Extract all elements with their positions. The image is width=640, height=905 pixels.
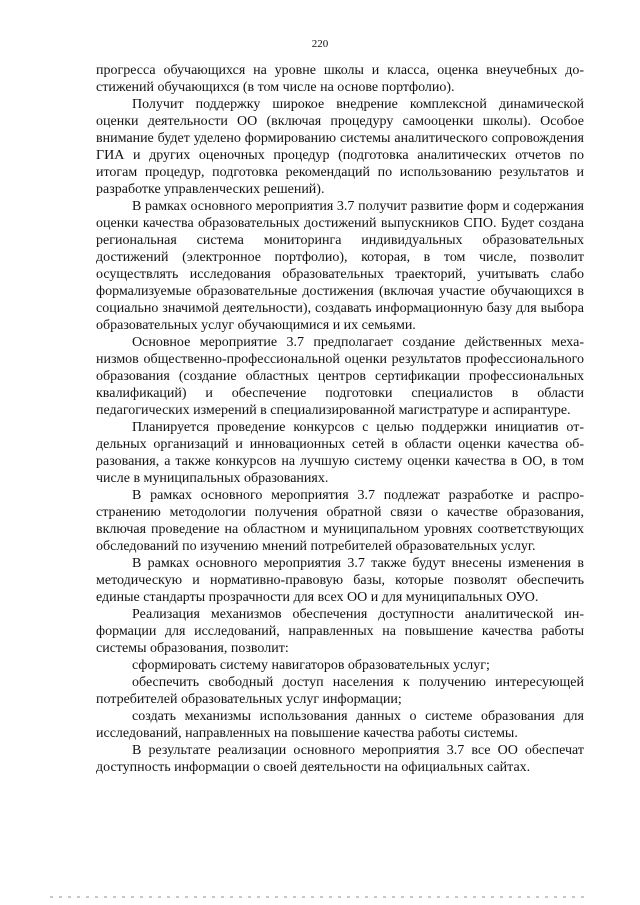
paragraph-analytics-access: Реализация механизмов обеспечения доступности аналитической информации для исследований, направленных на повышение качества работы системы образования, позволит: — [96, 607, 584, 656]
scan-artifact-line — [50, 896, 590, 898]
list-item-free-access: обеспечить свободный доступ населения к получению интересующей потребителей образовательных услуг информации; — [96, 675, 584, 707]
page-body — [96, 62, 584, 776]
paragraph-contests: Планируется проведение конкурсов с целью поддержки инициатив отдельных организаций и инновационных сетей в области оценки качества образования, а также конкурсов на лучшую систему оценки качества в ОО, в том числе в муниципальных образованиях. — [96, 420, 584, 486]
paragraph-feedback-methodology: В рамках основного мероприятия 3.7 подлежат разработке и распространению методологии получения обратной связи о качестве образования, включая проведение на областном и муниципальном уровнях соответствующих обследований по изучению мнений потребителей образовательных услуг. — [96, 488, 584, 554]
paragraph-continuation: прогресса обучающихся на уровне школы и класса, оценка внеучебных достижений обучающихся (в том числе на основе портфолио). — [96, 63, 584, 95]
list-item-data-mechanisms: создать механизмы использования данных о системе образования для исследований, направленных на повышение качества работы системы. — [96, 709, 584, 741]
page-number: 220 — [311, 38, 329, 50]
paragraph-dynamic-assessment: Получит поддержку широкое внедрение комплексной динамической оценки деятельности ОО (включая процедуру самооценки школы). Особое внимание будет уделено формированию системы аналитического сопровождения ГИА и других оценочных процедур (подготовка аналитических отчетов по итогам процедур, подготовка рекомендаций по использованию результатов и разработке управленческих решений). — [96, 97, 584, 197]
paragraph-result: В результате реализации основного мероприятия 3.7 все ОО обеспечат доступность информации о своей деятельности на официальных сайтах. — [96, 743, 584, 775]
list-item-navigators: сформировать систему навигаторов образовательных услуг; — [132, 658, 490, 673]
paragraph-transparency-standards: В рамках основного мероприятия 3.7 также будут внесены изменения в методическую и нормативно-правовую базы, которые позволят обеспечить единые стандарты прозрачности для всех ОО и для муниципальных ОУО. — [96, 556, 584, 605]
paragraph-spo-assessment: В рамках основного мероприятия 3.7 получит развитие форм и содержания оценки качества образовательных достижений выпускников СПО. Будет создана региональная система мониторинга индивидуальных образовательных достижений (электронное портфолио), которая, в том числе, позволит осуществлять исследования образовательных траекторий, учитывать слабо формализуемые образовательные достижения (включая участие обучающихся в социально значимой деятельности), создавать информационную базу для выбора образовательных услуг обучающимися и их семьями. — [96, 199, 584, 333]
paragraph-professional-evaluation: Основное мероприятие 3.7 предполагает создание действенных механизмов общественно-профессиональной оценки результатов профессионального образования (создание областных центров сертификации профессиональных квалификаций) и обеспечение подготовки специалистов в области педагогических измерений в специализированной магистратуре и аспирантуре. — [96, 335, 584, 418]
